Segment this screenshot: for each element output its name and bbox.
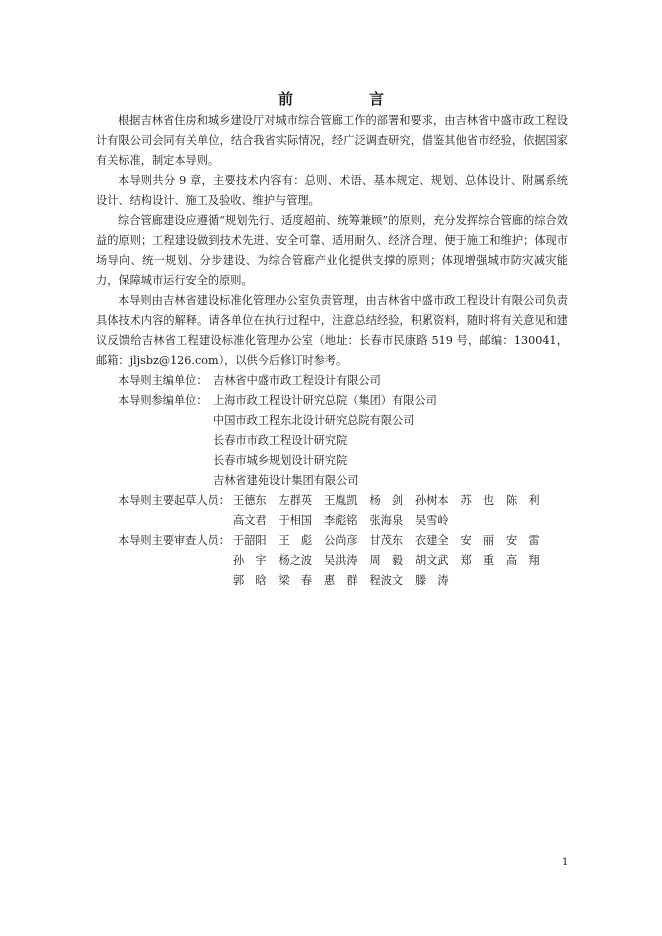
participants-row	[96, 391, 568, 491]
paragraph-contents: 本导则共分 9 章，主要技术内容有：总则、术语、基本规定、规划、总体设计、附属系统设计、结构设计、施工及验收、维护与管理。	[96, 174, 568, 207]
reviewer-name: 胡文武	[415, 554, 449, 567]
drafter-name: 于相国	[278, 514, 313, 527]
reviewers-row	[96, 531, 568, 591]
participants-label: 本导则参编单位：	[118, 394, 208, 407]
drafter-name: 王德东	[233, 494, 267, 507]
paragraph-management: 本导则由吉林省建设标准化管理办公室负责管理，由吉林省中盛市政工程设计有限公司负责具体技术内容的解释。请各单位在执行过程中，注意总结经验，积累资料，随时将有关意见和建议反馈给吉林省工程建设标准化管理办公室（地址：长春市民康路 519 号，邮编：130041，邮箱：jljsbz@126.com），以供今后修订时参考。	[96, 294, 568, 367]
reviewer-name: 甘茂东	[369, 534, 404, 547]
name-line	[233, 551, 568, 571]
participant-unit: 吉林省建苑设计集团有限公司	[213, 474, 359, 487]
reviewer-name: 杨之波	[278, 554, 313, 567]
drafter-name: 张海泉	[369, 514, 404, 527]
name-line	[233, 531, 568, 551]
drafter-name: 王胤凯	[324, 494, 358, 507]
preface-heading	[0, 88, 662, 109]
reviewer-name: 公尚彦	[324, 534, 358, 547]
reviewer-name: 惠 群	[324, 574, 358, 587]
reviewer-name: 安 雷	[506, 534, 540, 547]
reviewer-name: 于韶阳	[233, 534, 267, 547]
drafter-name: 左群英	[278, 494, 313, 507]
drafter-name: 苏 也	[460, 494, 495, 507]
participant-unit: 上海市政工程设计研究总院（集团）有限公司	[213, 394, 437, 407]
reviewer-name: 滕 涛	[415, 574, 449, 587]
participants-list	[213, 391, 568, 491]
reviewer-name: 程波文	[369, 574, 404, 587]
reviewer-name: 王 彪	[278, 534, 313, 547]
reviewer-name: 孙 宇	[233, 554, 267, 567]
reviewer-name: 吴洪涛	[324, 554, 358, 567]
heading-char-right: 言	[369, 90, 385, 108]
heading-char-left: 前	[277, 90, 293, 108]
chief-editor-row	[96, 371, 568, 391]
name-line	[233, 491, 568, 511]
drafter-name: 陈 利	[506, 494, 540, 507]
preface-body	[96, 111, 568, 591]
reviewer-name: 高 翔	[506, 554, 540, 567]
reviewer-name: 周 毅	[369, 554, 404, 567]
paragraph-principles: 综合管廊建设应遵循“规划先行、适度超前、统筹兼顾”的原则，充分发挥综合管廊的综合效益的原则；工程建设做到技术先进、安全可靠、适用耐久、经济合理、便于施工和维护；体现市场导向、统一规划、分步建设、为综合管廊产业化提供支撑的原则；体现增强城市防灾减灾能力，保障城市运行安全的原则。	[96, 214, 568, 287]
chief-editor-unit: 吉林省中盛市政工程设计有限公司	[213, 374, 381, 387]
paragraph-basis: 根据吉林省住房和城乡建设厅对城市综合管廊工作的部署和要求，由吉林省中盛市政工程设计有限公司会同有关单位，结合我省实际情况，经广泛调查研究，借鉴其他省市经验，依据国家有关标准，制定本导则。	[96, 114, 568, 167]
reviewer-name: 郭 晗	[233, 574, 267, 587]
participant-unit: 长春市市政工程设计研究院	[213, 434, 348, 447]
reviewers-label: 本导则主要审查人员：	[118, 534, 230, 547]
drafter-name: 杨 剑	[369, 494, 404, 507]
reviewer-name: 安 丽	[460, 534, 495, 547]
drafters-row	[96, 491, 568, 531]
drafter-name: 吴雪岭	[415, 514, 449, 527]
drafter-name: 李彪铭	[324, 514, 358, 527]
drafter-name: 高文君	[233, 514, 267, 527]
reviewer-name: 郑 重	[460, 554, 495, 567]
drafters-label: 本导则主要起草人员：	[118, 494, 230, 507]
reviewer-name: 梁 春	[278, 574, 313, 587]
chief-editor-label: 本导则主编单位：	[118, 374, 208, 387]
name-line	[233, 571, 568, 591]
drafter-name: 孙树本	[415, 494, 449, 507]
name-line	[233, 511, 568, 531]
page-number: 1	[562, 857, 569, 868]
participant-unit: 长春市城乡规划设计研究院	[213, 454, 348, 467]
drafters-names	[233, 491, 568, 531]
participant-unit: 中国市政工程东北设计研究总院有限公司	[213, 414, 415, 427]
reviewer-name: 衣建全	[415, 534, 449, 547]
reviewers-names	[233, 531, 568, 591]
